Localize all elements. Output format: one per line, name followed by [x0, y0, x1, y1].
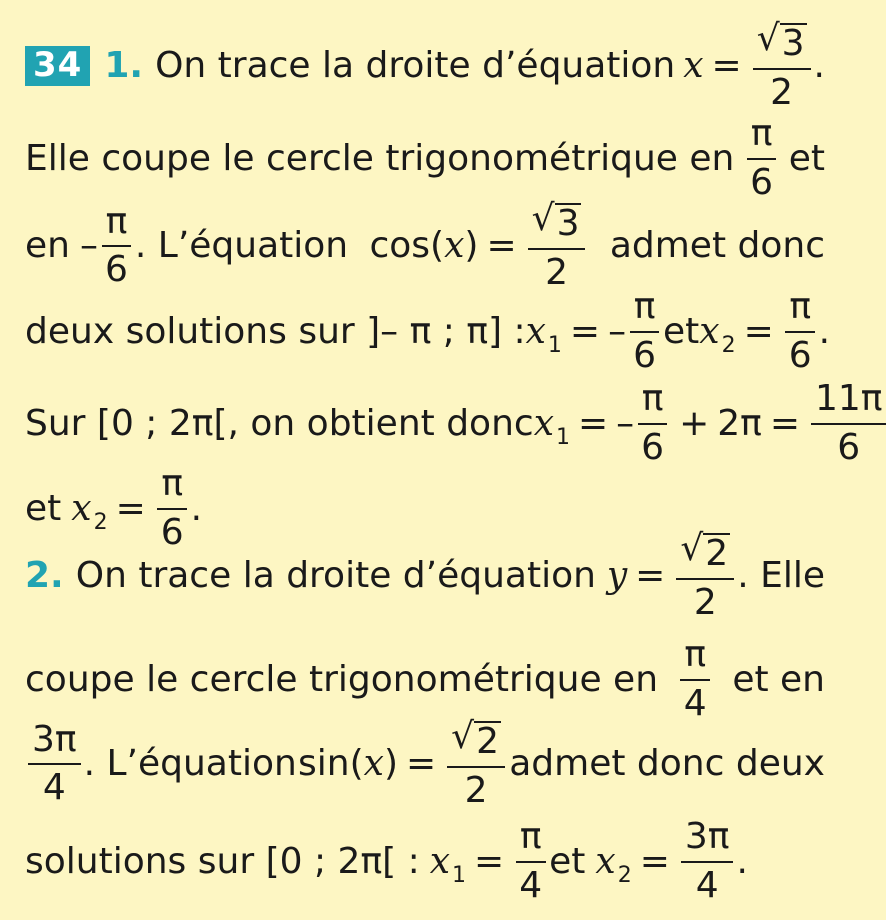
fraction-pi-over-6: $\frac{\pi}{6}$	[157, 465, 188, 553]
exercise-number-badge: 34	[25, 46, 90, 86]
line-6: et x 2 = $\frac{\pi}{6}$ .	[25, 463, 203, 553]
equals-sign: =	[711, 45, 742, 87]
part-1-text-b: Elle coupe le cercle trigonométrique en	[25, 137, 735, 179]
part-2-number: 2.	[25, 555, 64, 597]
line-2	[25, 115, 825, 203]
part-1-text-g: Sur [0 ; 2π[, on obtient donc	[25, 402, 534, 444]
line-7: 2. On trace la droite d’équation y = √ 2 2 . Elle	[25, 528, 825, 623]
eq-var-x: x	[683, 45, 704, 87]
part-1-number: 1.	[104, 45, 144, 87]
fraction-pi-over-6: $\frac{\pi}{6}$	[746, 115, 777, 203]
fraction-pi-over-4: $\frac{\pi}{4}$	[680, 636, 711, 724]
part-2-text-e: solutions sur [0 ; 2π[ :	[25, 840, 420, 882]
line-4: deux solutions sur ]– π ; π] : x 1 = – $\frac{\pi}{6}$ et x 2 = $\frac{\pi}{6}$ .	[25, 286, 831, 376]
part-2-text-a: On trace la droite d’équation	[75, 555, 596, 597]
part-1-text-f: deux solutions sur ]– π ; π] :	[25, 310, 526, 352]
line-10: solutions sur [0 ; 2π[ : x 1 = $\frac{\pi}{4}$ et x 2 = $\frac{3\pi}{4}$ .	[25, 816, 748, 906]
part-1-text-a: On trace la droite d’équation	[155, 45, 676, 87]
line-5: Sur [0 ; 2π[, on obtient donc x 1 = – $\frac{\pi}{6}$ + 2π = $\frac{11\pi}{6}$	[25, 380, 825, 468]
line-1	[25, 20, 825, 113]
fraction-pi-over-6: $\frac{\pi}{6}$	[101, 203, 132, 291]
fraction-pi-over-6: $\frac{\pi}{6}$	[785, 288, 816, 376]
fraction-3pi-over-4: $\frac{3\pi}{4}$	[28, 721, 81, 809]
part-2-text-b: coupe le cercle trigonométrique en	[25, 658, 659, 700]
and-word: et	[788, 137, 825, 179]
part-1-text-e: admet donc	[609, 225, 825, 267]
cos-function: cos(	[369, 225, 445, 267]
fraction-11pi-over-6: $\frac{11\pi}{6}$	[811, 380, 886, 468]
fraction-pi-over-6: $\frac{\pi}{6}$	[637, 380, 668, 468]
fraction-sqrt3-over-2: √ 3 2	[753, 20, 811, 113]
part-1-text-d: . L’équation	[134, 225, 349, 267]
fraction-sqrt2-over-2: √ 2 2	[447, 718, 505, 811]
line-9: $\frac{3\pi}{4}$ . L’équation sin( x ) = √ 2 2 admet donc deux	[25, 718, 825, 811]
minus-sign: –	[79, 225, 98, 267]
fraction-sqrt3-over-2: √ 3 2	[528, 200, 586, 293]
part-1-text-c: en	[25, 225, 70, 267]
fraction-pi-over-6: $\frac{\pi}{6}$	[629, 288, 660, 376]
fraction-sqrt2-over-2: √ 2 2	[676, 530, 734, 623]
period: .	[813, 45, 825, 87]
line-8: coupe le cercle trigonométrique en $\frac{\pi}{4}$ et en	[25, 634, 825, 724]
fraction-3pi-over-4: $\frac{3\pi}{4}$	[681, 818, 734, 906]
line-3: en – $\frac{\pi}{6}$ . L’équation cos( x ) = √ 3 2 admet donc	[25, 198, 825, 293]
fraction-pi-over-4: $\frac{\pi}{4}$	[515, 818, 546, 906]
